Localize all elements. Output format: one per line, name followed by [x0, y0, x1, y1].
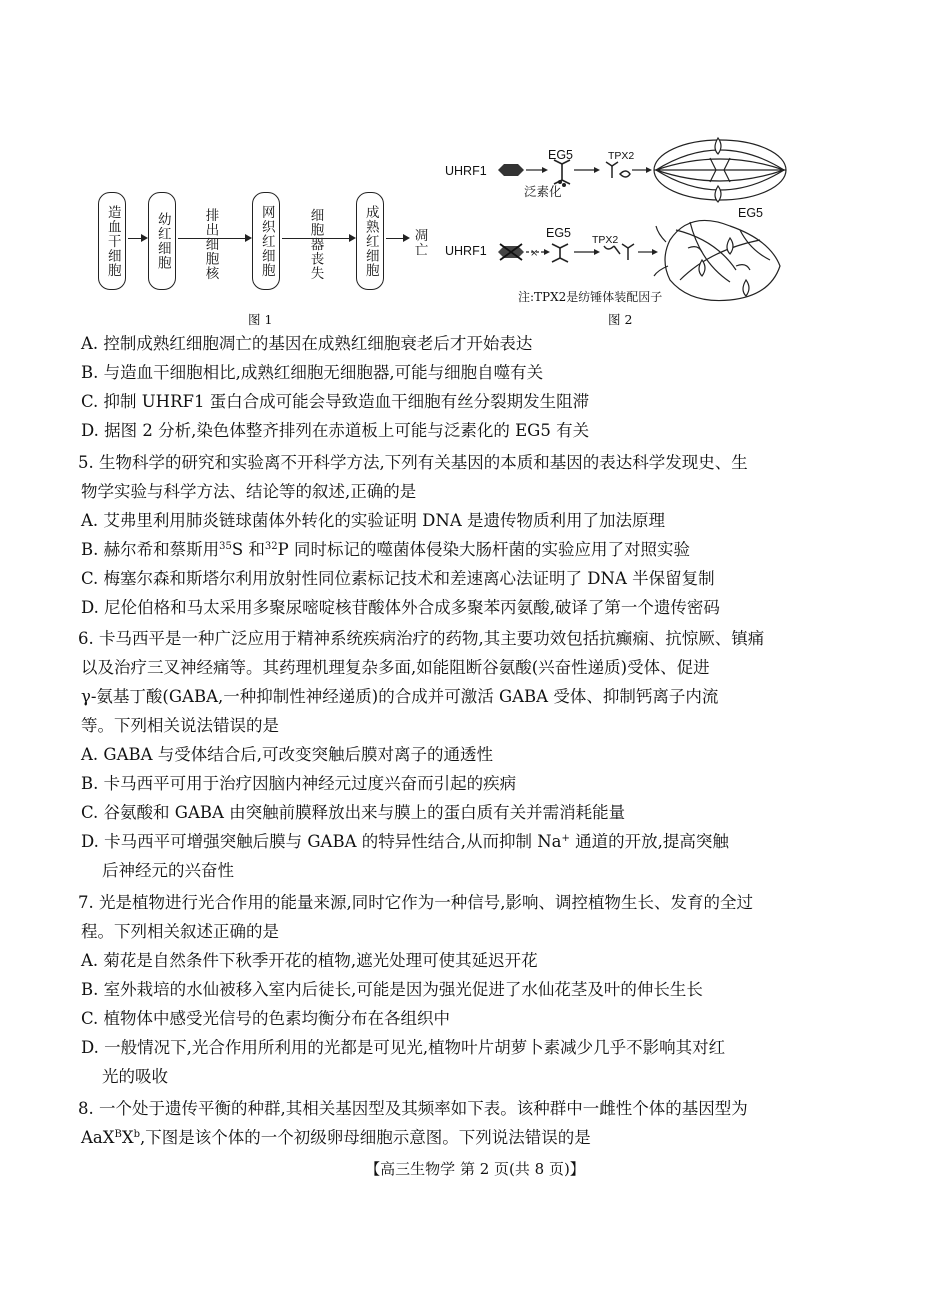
- abnormal-spindle-icon: [654, 220, 780, 300]
- svg-text:×: ×: [530, 248, 539, 259]
- q6-option-a: A. GABA 与受体结合后,可改变突触后膜对离子的通透性: [81, 745, 494, 764]
- figure-1: [92, 186, 472, 326]
- q4-option-d: D. 据图 2 分析,染色体整齐排列在赤道板上可能与泛素化的 EG5 有关: [81, 421, 590, 440]
- uhrf1-protein-icon: [498, 164, 524, 176]
- q6-option-d: D. 卡马西平可增强突触后膜与 GABA 的特异性结合,从而抑制 Na+ 通道的开放,提高突触: [81, 832, 729, 851]
- figure-2: [440, 130, 800, 330]
- q8-stem-line: $AaX^BX^b$,下图是该个体的一个初级卵母细胞示意图。下列说法错误的是: [81, 1128, 591, 1147]
- step-organelle-loss: 细胞器丧失: [307, 208, 324, 281]
- normal-spindle-icon: [654, 138, 786, 202]
- q6-stem-line: 等。下列相关说法错误的是: [81, 716, 279, 735]
- q4-option-c: C. 抑制 UHRF1 蛋白合成可能会导致造血干细胞有丝分裂期发生阻滞: [81, 392, 590, 411]
- tpx2-eg5-complex-icon: [606, 162, 630, 178]
- box-reticulocyte: 网织红细胞: [252, 192, 280, 290]
- eg5-label: EG5: [548, 148, 574, 162]
- q4-option-a: A. 控制成熟红细胞凋亡的基因在成熟红细胞衰老后才开始表达: [81, 334, 533, 353]
- box-hsc: 造血干细胞: [98, 192, 126, 290]
- q6-option-d-continued: 后神经元的兴奋性: [102, 861, 234, 880]
- box-mature-rbc: 成熟红细胞: [356, 192, 384, 290]
- q5-option-c: C. 梅塞尔森和斯塔尔利用放射性同位素标记技术和差速离心法证明了 DNA 半保留复制: [81, 569, 715, 588]
- q4-option-b: B. 与造血干细胞相比,成熟红细胞无细胞器,可能与细胞自噬有关: [81, 363, 544, 382]
- ubiquitination-label: 泛素化: [524, 184, 562, 199]
- step-enucleate: 排出细胞核: [202, 208, 219, 281]
- box-erythroblast: 幼红细胞: [148, 192, 176, 290]
- q5-option-d: D. 尼伦伯格和马太采用多聚尿嘧啶核苷酸体外合成多聚苯丙氨酸,破译了第一个遗传密码: [81, 598, 720, 617]
- figure-2-caption: 图 2: [608, 312, 633, 327]
- eg5-icon: [554, 160, 570, 184]
- q7-stem-line: 程。下列相关叙述正确的是: [81, 922, 279, 941]
- uhrf1-label: UHRF1: [445, 164, 487, 178]
- q6-option-c: C. 谷氨酸和 GABA 由突触前膜释放出来与膜上的蛋白质有关并需消耗能量: [81, 803, 626, 822]
- q6-stem-line: 以及治疗三叉神经痛等。其药理机理复杂多面,如能阻断谷氨酸(兴奋性递质)受体、促进: [81, 658, 710, 677]
- q5-option-b: B. 赫尔希和蔡斯用$^{35}$S 和$^{32}$P 同时标记的噬菌体侵染大肠杆菌的实验应用了对照实验: [81, 540, 691, 559]
- step-apoptosis: 凋亡: [411, 228, 428, 257]
- eg5-icon: [552, 244, 568, 262]
- arrow: [178, 238, 250, 239]
- uhrf1-label: UHRF1: [445, 244, 487, 258]
- arrow: [386, 238, 408, 239]
- arrow: [128, 238, 146, 239]
- q7-option-b: B. 室外栽培的水仙被移入室内后徒长,可能是因为强光促进了水仙花茎及叶的伸长生长: [81, 980, 703, 999]
- arrow: [282, 238, 354, 239]
- q8-stem-line: 8. 一个处于遗传平衡的种群,其相关基因型及其频率如下表。该种群中一雌性个体的基因型为: [78, 1099, 748, 1118]
- q6-stem-line: γ-氨基丁酸(GABA,一种抑制性神经递质)的合成并可激活 GABA 受体、抑制钙离子内流: [81, 687, 719, 706]
- tpx2-icon: [604, 244, 634, 260]
- ubiquitin-mark: [562, 183, 566, 187]
- q6-stem-line: 6. 卡马西平是一种广泛应用于精神系统疾病治疗的药物,其主要功效包括抗癫痫、抗惊厥、镇痛: [78, 629, 765, 648]
- eg5-label: EG5: [546, 226, 572, 240]
- tpx2-label: TPX2: [608, 150, 635, 162]
- tpx2-label: TPX2: [592, 234, 619, 246]
- q6-option-b: B. 卡马西平可用于治疗因脑内神经元过度兴奋而引起的疾病: [81, 774, 517, 793]
- q5-option-a: A. 艾弗里利用肺炎链球菌体外转化的实验证明 DNA 是遗传物质利用了加法原理: [81, 511, 665, 530]
- figure-2-note: 注:TPX2是纺锤体装配因子: [518, 290, 663, 304]
- q7-option-d-continued: 光的吸收: [102, 1067, 168, 1086]
- figure-1-caption: 图 1: [248, 312, 273, 327]
- q7-option-a: A. 菊花是自然条件下秋季开花的植物,遮光处理可使其延迟开花: [81, 951, 538, 970]
- q5-stem-line: 5. 生物科学的研究和实验离不开科学方法,下列有关基因的本质和基因的表达科学发现史、生: [78, 453, 748, 472]
- page-footer: 【高三生物学 第 2 页(共 8 页)】: [365, 1160, 585, 1178]
- q7-option-d: D. 一般情况下,光合作用所利用的光都是可见光,植物叶片胡萝卜素减少几乎不影响其对红: [81, 1038, 726, 1057]
- q7-stem-line: 7. 光是植物进行光合作用的能量来源,同时它作为一种信号,影响、调控植物生长、发育的全过: [78, 893, 753, 912]
- q7-option-c: C. 植物体中感受光信号的色素均衡分布在各组织中: [81, 1009, 451, 1028]
- q5-stem-line: 物学实验与科学方法、结论等的叙述,正确的是: [81, 482, 417, 501]
- eg5-label: EG5: [738, 206, 764, 220]
